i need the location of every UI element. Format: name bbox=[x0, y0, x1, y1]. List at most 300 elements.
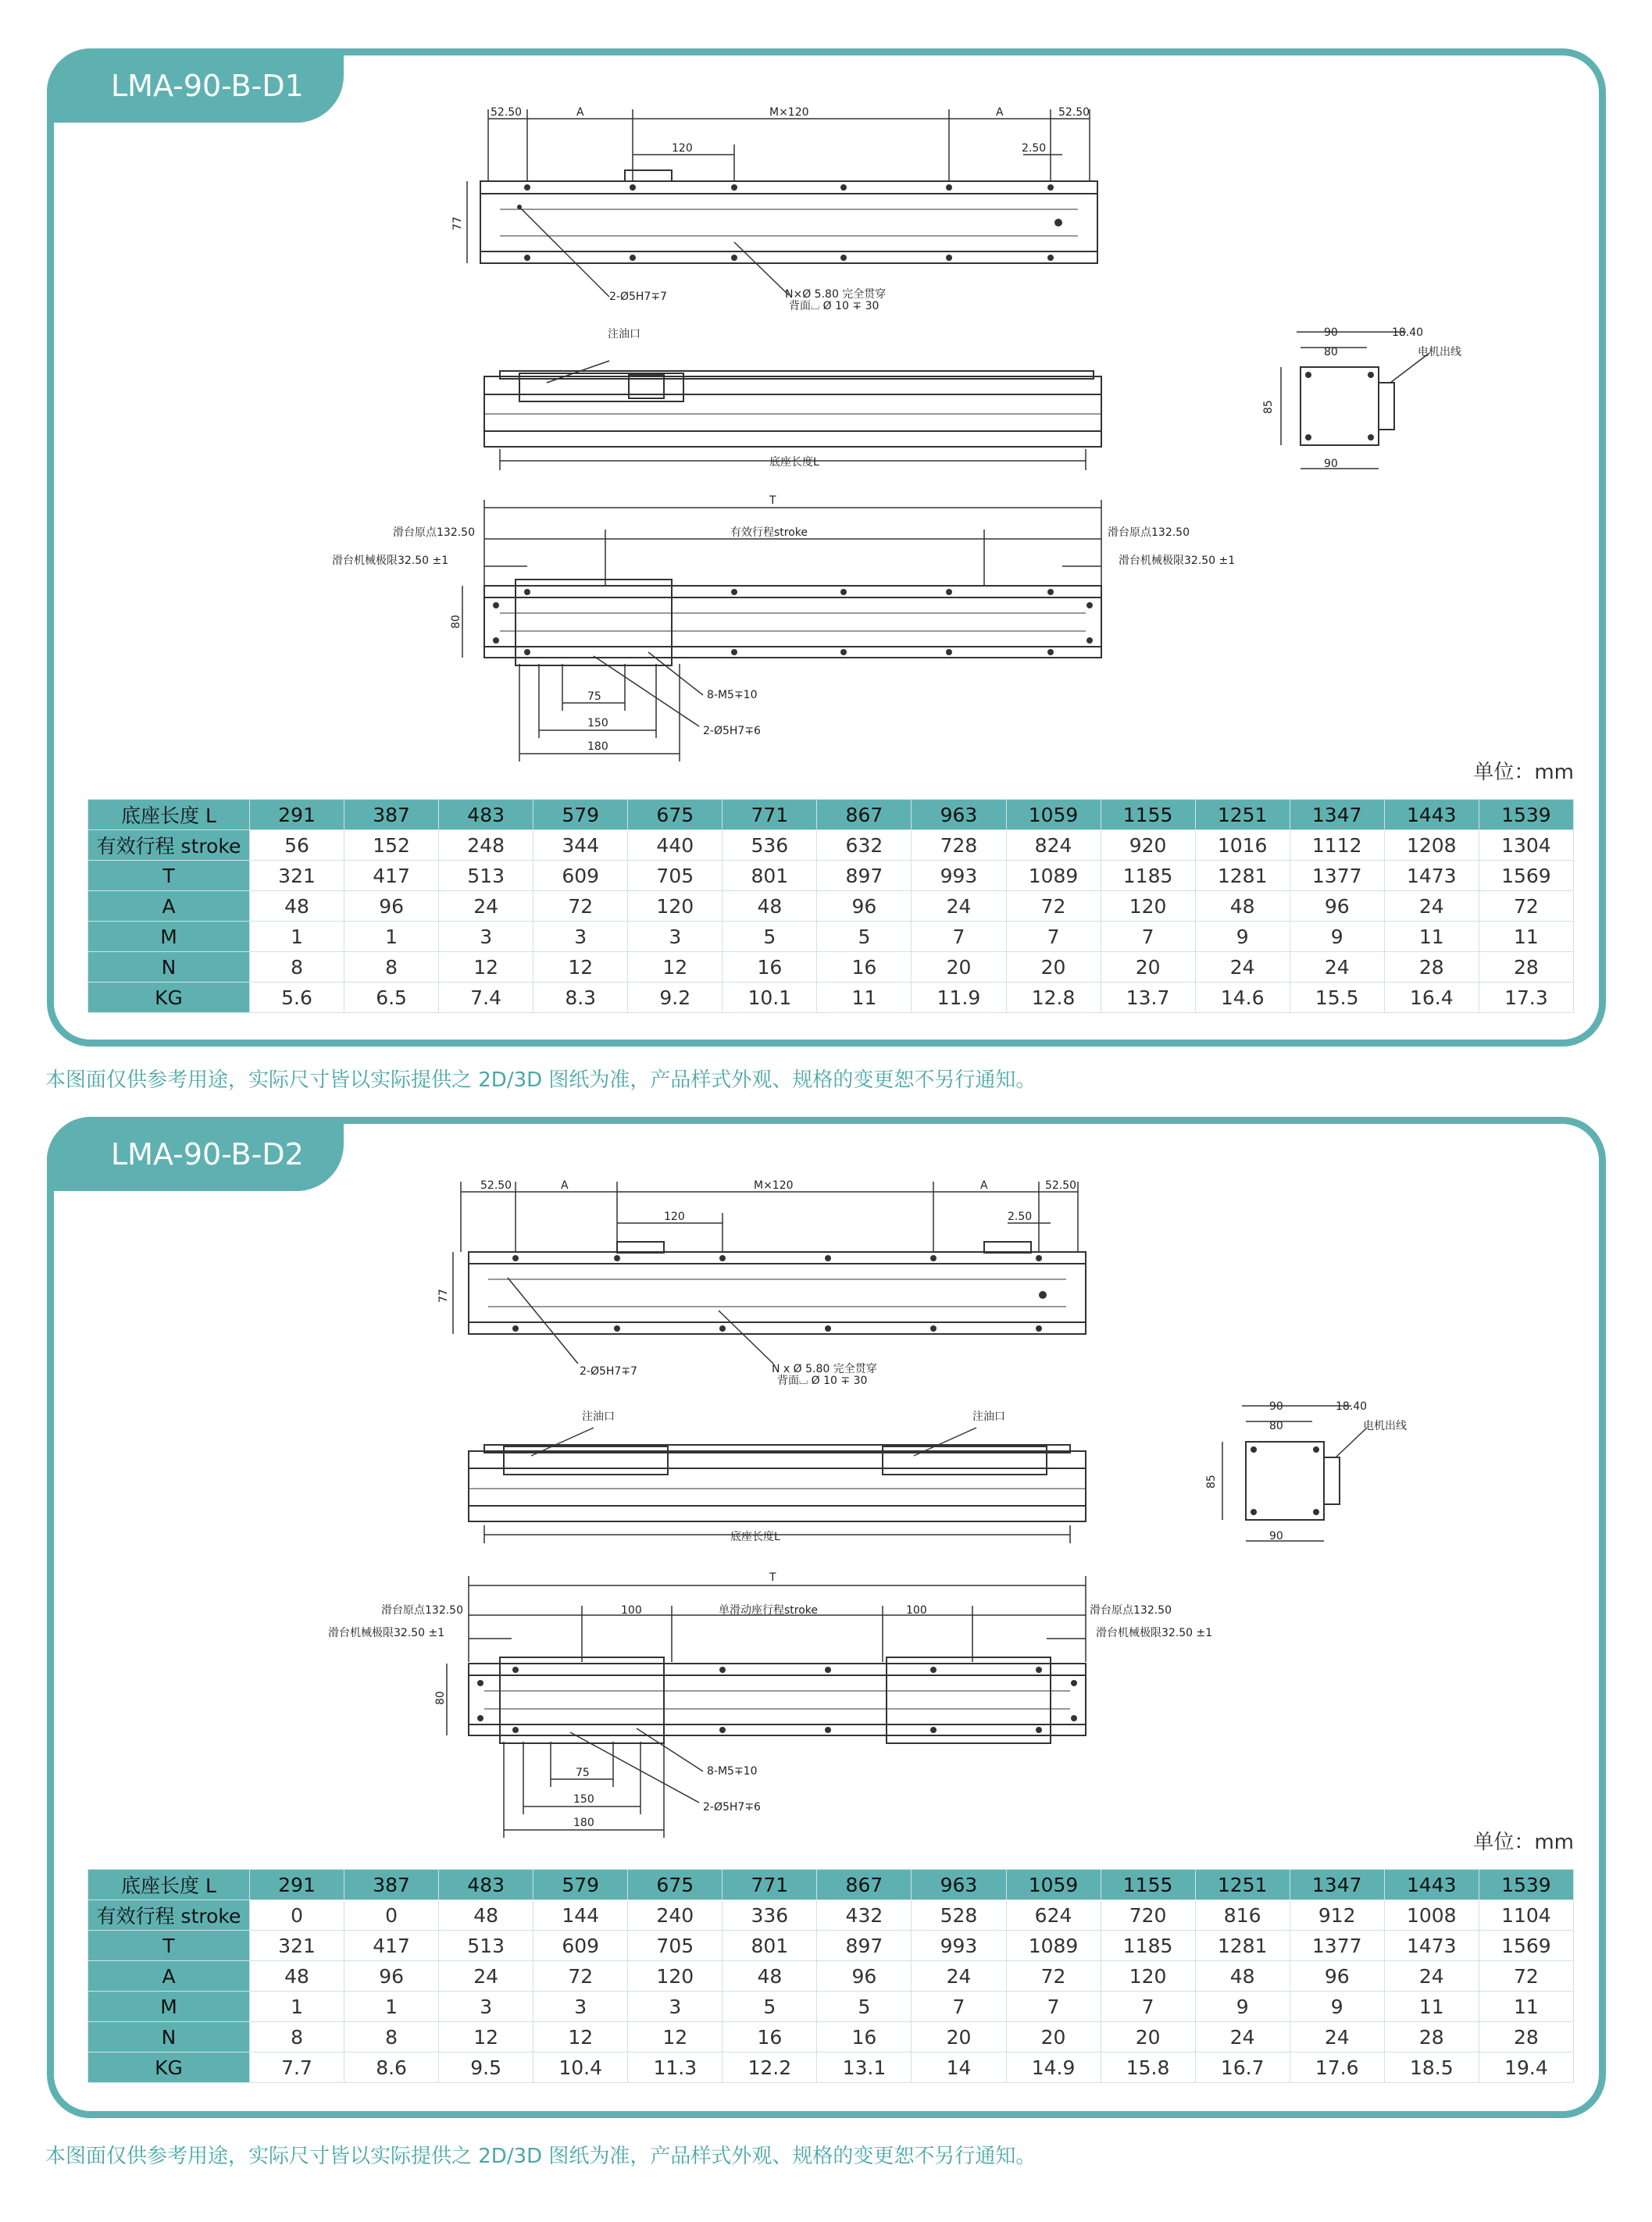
table-cell: 0 bbox=[250, 1900, 344, 1931]
table-cell: 9.5 bbox=[439, 2053, 533, 2083]
table-cell: 7 bbox=[1101, 922, 1195, 952]
table-header-row bbox=[88, 1870, 1574, 1900]
table-cell: 72 bbox=[1479, 1961, 1573, 1992]
side-dim-18-40: 18.40 bbox=[1392, 326, 1424, 339]
table-cell: 24 bbox=[1290, 2022, 1384, 2053]
oil-port-label: 注油口 bbox=[608, 328, 640, 341]
spec-table bbox=[87, 799, 1574, 1013]
table-cell: 528 bbox=[912, 1900, 1006, 1931]
header-cell: 1059 bbox=[1006, 1870, 1101, 1900]
table-cell: 8.3 bbox=[533, 983, 628, 1013]
dim-m: M×120 bbox=[754, 1179, 794, 1192]
table-cell: 56 bbox=[250, 830, 344, 861]
side-view-body bbox=[1301, 367, 1379, 445]
table-cell: 1377 bbox=[1290, 861, 1384, 891]
table-cell: 14.9 bbox=[1006, 2053, 1101, 2083]
table-cell: 1 bbox=[344, 1992, 439, 2022]
limit-right: 滑台机械极限32.50 ±1 bbox=[1096, 1627, 1213, 1639]
dim-2-50: 2.50 bbox=[1008, 1211, 1033, 1223]
header-cell: 291 bbox=[250, 800, 344, 830]
header-label: 底座长度 L bbox=[88, 1870, 250, 1900]
dim-77: 77 bbox=[437, 1289, 450, 1303]
table-row bbox=[88, 2053, 1574, 2083]
table-cell: 96 bbox=[344, 1961, 439, 1992]
table-cell: 1008 bbox=[1384, 1900, 1479, 1931]
header-cell: 1155 bbox=[1101, 800, 1195, 830]
row-label: 有效行程 stroke bbox=[88, 830, 250, 861]
dim-t: T bbox=[769, 1571, 776, 1584]
table-cell: 96 bbox=[1290, 1961, 1384, 1992]
table-cell: 3 bbox=[533, 922, 628, 952]
dim-a-right: A bbox=[996, 106, 1004, 119]
dim-a-left: A bbox=[561, 1179, 569, 1192]
dim-75: 75 bbox=[576, 1767, 590, 1779]
table-row bbox=[88, 1931, 1574, 1961]
table-cell: 3 bbox=[439, 1992, 533, 2022]
table-cell: 3 bbox=[628, 922, 723, 952]
dim-150: 150 bbox=[587, 717, 608, 729]
header-cell: 1251 bbox=[1195, 800, 1290, 830]
table-cell: 10.4 bbox=[533, 2053, 628, 2083]
table-cell: 1 bbox=[344, 922, 439, 952]
hole-callout-1: 2-Ø5H7∓7 bbox=[609, 291, 667, 303]
table-cell: 12 bbox=[533, 2022, 628, 2053]
side-dim-85: 85 bbox=[1205, 1475, 1218, 1489]
row-label: N bbox=[88, 2022, 250, 2053]
table-cell: 321 bbox=[250, 861, 344, 891]
dim-75: 75 bbox=[587, 690, 601, 703]
origin-left: 滑台原点132.50 bbox=[393, 526, 475, 539]
section-title: LMA-90-B-D2 bbox=[47, 1117, 344, 1191]
table-cell: 1185 bbox=[1101, 1931, 1195, 1961]
header-cell: 483 bbox=[439, 800, 533, 830]
table-cell: 72 bbox=[1479, 891, 1573, 922]
table-cell: 96 bbox=[344, 891, 439, 922]
technical-drawing bbox=[0, 1068, 1652, 1849]
table-cell: 144 bbox=[533, 1900, 628, 1931]
header-cell: 579 bbox=[533, 800, 628, 830]
table-cell: 12 bbox=[439, 952, 533, 983]
base-length-label: 底座长度L bbox=[730, 1531, 780, 1543]
table-cell: 1016 bbox=[1195, 830, 1290, 861]
table-cell: 897 bbox=[817, 861, 912, 891]
table-cell: 16 bbox=[817, 2022, 912, 2053]
table-cell: 11 bbox=[1384, 1992, 1479, 2022]
table-cell: 24 bbox=[1195, 2022, 1290, 2053]
table-cell: 48 bbox=[723, 891, 817, 922]
table-row bbox=[88, 983, 1574, 1013]
table-cell: 344 bbox=[533, 830, 628, 861]
table-cell: 10.1 bbox=[723, 983, 817, 1013]
table-cell: 96 bbox=[1290, 891, 1384, 922]
table-cell: 120 bbox=[1101, 891, 1195, 922]
table-cell: 8 bbox=[250, 952, 344, 983]
table-cell: 417 bbox=[344, 1931, 439, 1961]
table-cell: 17.3 bbox=[1479, 983, 1573, 1013]
header-cell: 387 bbox=[344, 800, 439, 830]
table-cell: 24 bbox=[439, 891, 533, 922]
table-cell: 440 bbox=[628, 830, 723, 861]
table-cell: 7 bbox=[1006, 922, 1101, 952]
header-cell: 1539 bbox=[1479, 1870, 1573, 1900]
hole-callout-1: 2-Ø5H7∓7 bbox=[580, 1365, 637, 1378]
table-cell: 11 bbox=[1479, 922, 1573, 952]
table-cell: 624 bbox=[1006, 1900, 1101, 1931]
table-body bbox=[88, 830, 1574, 1013]
header-cell: 771 bbox=[723, 800, 817, 830]
side-view-body bbox=[1246, 1442, 1324, 1520]
table-cell: 48 bbox=[439, 1900, 533, 1931]
table-cell: 20 bbox=[912, 952, 1006, 983]
header-cell: 387 bbox=[344, 1870, 439, 1900]
table-cell: 48 bbox=[250, 1961, 344, 1992]
motor-cable-label: 电机出线 bbox=[1418, 346, 1461, 358]
table-cell: 11 bbox=[1384, 922, 1479, 952]
stroke-label: 有效行程stroke bbox=[730, 526, 808, 539]
table-cell: 12 bbox=[628, 952, 723, 983]
header-cell: 963 bbox=[912, 1870, 1006, 1900]
disclaimer-note: 本图面仅供参考用途，实际尺寸皆以实际提供之 2D/3D 图纸为准，产品样式外观、规格的变更恕不另行通知。 bbox=[45, 1068, 1037, 1092]
header-cell: 867 bbox=[817, 800, 912, 830]
table-cell: 1 bbox=[250, 1992, 344, 2022]
table-cell: 8 bbox=[344, 2022, 439, 2053]
dim-80: 80 bbox=[434, 1691, 447, 1705]
table-cell: 20 bbox=[1101, 2022, 1195, 2053]
table-cell: 920 bbox=[1101, 830, 1195, 861]
table-cell: 20 bbox=[1006, 952, 1101, 983]
dim-150: 150 bbox=[573, 1793, 594, 1806]
table-cell: 705 bbox=[628, 1931, 723, 1961]
dim-180: 180 bbox=[573, 1817, 594, 1829]
table-cell: 5 bbox=[723, 1992, 817, 2022]
table-cell: 11.9 bbox=[912, 983, 1006, 1013]
table-cell: 48 bbox=[1195, 891, 1290, 922]
table-cell: 28 bbox=[1384, 2022, 1479, 2053]
hole-callout-2b: 背面⌴ Ø 10 ∓ 30 bbox=[789, 300, 880, 312]
table-cell: 11.3 bbox=[628, 2053, 723, 2083]
table-cell: 20 bbox=[912, 2022, 1006, 2053]
pin-callout: 2-Ø5H7∓6 bbox=[703, 1801, 761, 1814]
table-cell: 7 bbox=[1101, 1992, 1195, 2022]
header-cell: 579 bbox=[533, 1870, 628, 1900]
spec-table bbox=[87, 1869, 1574, 2083]
row-label: A bbox=[88, 891, 250, 922]
table-cell: 24 bbox=[1384, 1961, 1479, 1992]
table-cell: 801 bbox=[723, 1931, 817, 1961]
section-title: LMA-90-B-D1 bbox=[47, 48, 344, 123]
header-cell: 1443 bbox=[1384, 1870, 1479, 1900]
dim-a-right: A bbox=[980, 1179, 988, 1192]
table-cell: 16 bbox=[723, 2022, 817, 2053]
hole-callout-2a: N x Ø 5.80 完全贯穿 bbox=[772, 1363, 877, 1375]
table-cell: 18.5 bbox=[1384, 2053, 1479, 2083]
front-view-body bbox=[469, 1451, 1086, 1521]
table-cell: 536 bbox=[723, 830, 817, 861]
table-cell: 24 bbox=[439, 1961, 533, 1992]
table-cell: 120 bbox=[1101, 1961, 1195, 1992]
origin-right: 滑台原点132.50 bbox=[1090, 1604, 1172, 1617]
table-cell: 6.5 bbox=[344, 983, 439, 1013]
limit-left: 滑台机械极限32.50 ±1 bbox=[328, 1627, 445, 1639]
table-cell: 20 bbox=[1006, 2022, 1101, 2053]
technical-drawing bbox=[0, 0, 1652, 765]
table-row bbox=[88, 1900, 1574, 1931]
table-cell: 513 bbox=[439, 861, 533, 891]
side-dim-80: 80 bbox=[1324, 346, 1338, 358]
dim-t: T bbox=[769, 494, 776, 507]
table-cell: 72 bbox=[533, 891, 628, 922]
table-cell: 7 bbox=[912, 1992, 1006, 2022]
table-cell: 7 bbox=[1006, 1992, 1101, 2022]
table-cell: 48 bbox=[250, 891, 344, 922]
table-cell: 72 bbox=[1006, 891, 1101, 922]
table-cell: 12 bbox=[533, 952, 628, 983]
table-cell: 24 bbox=[912, 891, 1006, 922]
table-cell: 1089 bbox=[1006, 1931, 1101, 1961]
table-row bbox=[88, 1961, 1574, 1992]
header-cell: 1155 bbox=[1101, 1870, 1195, 1900]
table-cell: 1089 bbox=[1006, 861, 1101, 891]
table-cell: 24 bbox=[912, 1961, 1006, 1992]
row-label: M bbox=[88, 922, 250, 952]
header-label: 底座长度 L bbox=[88, 800, 250, 830]
m5-callout: 8-M5∓10 bbox=[707, 1765, 758, 1778]
header-cell: 1539 bbox=[1479, 800, 1573, 830]
table-cell: 48 bbox=[1195, 1961, 1290, 1992]
hole-callout-2a: N×Ø 5.80 完全贯穿 bbox=[785, 288, 887, 301]
table-cell: 28 bbox=[1384, 952, 1479, 983]
table-cell: 5 bbox=[817, 922, 912, 952]
origin-right: 滑台原点132.50 bbox=[1108, 526, 1190, 539]
table-cell: 8 bbox=[250, 2022, 344, 2053]
table-cell: 16.4 bbox=[1384, 983, 1479, 1013]
table-cell: 720 bbox=[1101, 1900, 1195, 1931]
table-cell: 1104 bbox=[1479, 1900, 1573, 1931]
hole-callout-2b: 背面⌴ Ø 10 ∓ 30 bbox=[777, 1375, 868, 1387]
table-cell: 14.6 bbox=[1195, 983, 1290, 1013]
header-cell: 963 bbox=[912, 800, 1006, 830]
unit-label: 单位：mm bbox=[1473, 761, 1574, 784]
side-dim-90-top: 90 bbox=[1324, 326, 1338, 339]
table-cell: 3 bbox=[533, 1992, 628, 2022]
table-cell: 13.1 bbox=[817, 2053, 912, 2083]
motor-cable-label: 电机出线 bbox=[1363, 1420, 1407, 1432]
header-cell: 1443 bbox=[1384, 800, 1479, 830]
table-cell: 12.8 bbox=[1006, 983, 1101, 1013]
row-label: M bbox=[88, 1992, 250, 2022]
table-cell: 1 bbox=[250, 922, 344, 952]
table-row bbox=[88, 922, 1574, 952]
dim-m: M×120 bbox=[769, 106, 809, 119]
table-cell: 7.7 bbox=[250, 2053, 344, 2083]
d100-left: 100 bbox=[621, 1604, 642, 1617]
table-cell: 120 bbox=[628, 1961, 723, 1992]
table-cell: 152 bbox=[344, 830, 439, 861]
dim-52-50-left: 52.50 bbox=[491, 106, 523, 119]
table-cell: 72 bbox=[533, 1961, 628, 1992]
table-cell: 1473 bbox=[1384, 1931, 1479, 1961]
section-d2 bbox=[0, 1068, 1652, 2146]
limit-right: 滑台机械极限32.50 ±1 bbox=[1119, 555, 1236, 567]
table-cell: 11 bbox=[1479, 1992, 1573, 2022]
table-cell: 11 bbox=[817, 983, 912, 1013]
table-cell: 12.2 bbox=[723, 2053, 817, 2083]
table-cell: 3 bbox=[628, 1992, 723, 2022]
table-cell: 1569 bbox=[1479, 861, 1573, 891]
table-cell: 432 bbox=[817, 1900, 912, 1931]
table-cell: 19.4 bbox=[1479, 2053, 1573, 2083]
table-cell: 16 bbox=[817, 952, 912, 983]
table-header-row bbox=[88, 800, 1574, 830]
unit-label: 单位：mm bbox=[1473, 1831, 1574, 1854]
table-cell: 13.7 bbox=[1101, 983, 1195, 1013]
side-dim-90-bottom: 90 bbox=[1269, 1530, 1283, 1543]
table-cell: 9 bbox=[1290, 922, 1384, 952]
table-cell: 609 bbox=[533, 861, 628, 891]
row-label: N bbox=[88, 952, 250, 983]
table-cell: 5 bbox=[817, 1992, 912, 2022]
table-cell: 16 bbox=[723, 952, 817, 983]
dim-2-50: 2.50 bbox=[1022, 142, 1047, 155]
table-cell: 1208 bbox=[1384, 830, 1479, 861]
table-cell: 801 bbox=[723, 861, 817, 891]
row-label: KG bbox=[88, 2053, 250, 2083]
table-cell: 321 bbox=[250, 1931, 344, 1961]
table-cell: 120 bbox=[628, 891, 723, 922]
table-cell: 240 bbox=[628, 1900, 723, 1931]
table-cell: 897 bbox=[817, 1931, 912, 1961]
table-cell: 12 bbox=[439, 2022, 533, 2053]
side-dim-90-bottom: 90 bbox=[1324, 458, 1338, 470]
table-row bbox=[88, 1992, 1574, 2022]
dim-52-50-right: 52.50 bbox=[1045, 1179, 1077, 1192]
table-cell: 9 bbox=[1195, 1992, 1290, 2022]
table-row bbox=[88, 2022, 1574, 2053]
table-cell: 1185 bbox=[1101, 861, 1195, 891]
row-label: T bbox=[88, 861, 250, 891]
table-cell: 0 bbox=[344, 1900, 439, 1931]
header-cell: 867 bbox=[817, 1870, 912, 1900]
table-cell: 417 bbox=[344, 861, 439, 891]
stroke-label: 单滑动座行程stroke bbox=[719, 1604, 819, 1617]
dim-a-left: A bbox=[576, 106, 584, 119]
dim-180: 180 bbox=[587, 740, 608, 753]
limit-left: 滑台机械极限32.50 ±1 bbox=[332, 555, 449, 567]
table-cell: 20 bbox=[1101, 952, 1195, 983]
table-cell: 1569 bbox=[1479, 1931, 1573, 1961]
table-row bbox=[88, 861, 1574, 891]
table-cell: 16.7 bbox=[1195, 2053, 1290, 2083]
table-cell: 8 bbox=[344, 952, 439, 983]
table-cell: 14 bbox=[912, 2053, 1006, 2083]
table-row bbox=[88, 830, 1574, 861]
table-cell: 1377 bbox=[1290, 1931, 1384, 1961]
table-cell: 728 bbox=[912, 830, 1006, 861]
header-cell: 675 bbox=[628, 800, 723, 830]
table-cell: 15.5 bbox=[1290, 983, 1384, 1013]
table-cell: 824 bbox=[1006, 830, 1101, 861]
table-cell: 28 bbox=[1479, 952, 1573, 983]
d100-right: 100 bbox=[906, 1604, 927, 1617]
table-cell: 1473 bbox=[1384, 861, 1479, 891]
table-body bbox=[88, 1900, 1574, 2083]
header-cell: 1251 bbox=[1195, 1870, 1290, 1900]
header-cell: 675 bbox=[628, 1870, 723, 1900]
table-cell: 816 bbox=[1195, 1900, 1290, 1931]
table-cell: 513 bbox=[439, 1931, 533, 1961]
table-cell: 1281 bbox=[1195, 1931, 1290, 1961]
table-cell: 9.2 bbox=[628, 983, 723, 1013]
dim-120: 120 bbox=[672, 142, 693, 155]
row-label: A bbox=[88, 1961, 250, 1992]
dim-77: 77 bbox=[451, 216, 464, 230]
dim-52-50-left: 52.50 bbox=[480, 1179, 512, 1192]
row-label: T bbox=[88, 1931, 250, 1961]
table-cell: 96 bbox=[817, 891, 912, 922]
table-cell: 1112 bbox=[1290, 830, 1384, 861]
table-cell: 24 bbox=[1384, 891, 1479, 922]
header-cell: 291 bbox=[250, 1870, 344, 1900]
table-cell: 9 bbox=[1195, 922, 1290, 952]
table-cell: 7 bbox=[912, 922, 1006, 952]
table-cell: 336 bbox=[723, 1900, 817, 1931]
table-cell: 96 bbox=[817, 1961, 912, 1992]
table-cell: 15.8 bbox=[1101, 2053, 1195, 2083]
table-cell: 24 bbox=[1195, 952, 1290, 983]
header-cell: 483 bbox=[439, 1870, 533, 1900]
table-cell: 5 bbox=[723, 922, 817, 952]
table-row bbox=[88, 891, 1574, 922]
table-cell: 7.4 bbox=[439, 983, 533, 1013]
dim-52-50-right: 52.50 bbox=[1058, 106, 1090, 119]
table-cell: 993 bbox=[912, 1931, 1006, 1961]
front-view-body bbox=[484, 376, 1101, 447]
row-label: KG bbox=[88, 983, 250, 1013]
table-cell: 72 bbox=[1006, 1961, 1101, 1992]
side-dim-85: 85 bbox=[1262, 400, 1275, 414]
table-cell: 609 bbox=[533, 1931, 628, 1961]
dim-80: 80 bbox=[450, 615, 462, 629]
table-cell: 17.6 bbox=[1290, 2053, 1384, 2083]
table-cell: 9 bbox=[1290, 1992, 1384, 2022]
table-cell: 993 bbox=[912, 861, 1006, 891]
oil-port-label-2: 注油口 bbox=[972, 1411, 1005, 1423]
table-row bbox=[88, 952, 1574, 983]
section-d1 bbox=[0, 0, 1652, 1078]
side-dim-90-top: 90 bbox=[1269, 1400, 1283, 1413]
side-dim-80: 80 bbox=[1269, 1420, 1283, 1432]
disclaimer-note: 本图面仅供参考用途，实际尺寸皆以实际提供之 2D/3D 图纸为准，产品样式外观、规格的变更恕不另行通知。 bbox=[45, 2145, 1037, 2168]
table-cell: 248 bbox=[439, 830, 533, 861]
dim-120: 120 bbox=[664, 1211, 685, 1223]
origin-left: 滑台原点132.50 bbox=[381, 1604, 463, 1617]
table-cell: 912 bbox=[1290, 1900, 1384, 1931]
table-cell: 12 bbox=[628, 2022, 723, 2053]
m5-callout: 8-M5∓10 bbox=[707, 689, 758, 701]
table-cell: 1304 bbox=[1479, 830, 1573, 861]
header-cell: 1347 bbox=[1290, 1870, 1384, 1900]
header-cell: 1347 bbox=[1290, 800, 1384, 830]
table-cell: 24 bbox=[1290, 952, 1384, 983]
table-cell: 28 bbox=[1479, 2022, 1573, 2053]
table-cell: 5.6 bbox=[250, 983, 344, 1013]
side-dim-18-40: 18.40 bbox=[1336, 1400, 1368, 1413]
pin-callout: 2-Ø5H7∓6 bbox=[703, 725, 761, 737]
oil-port-label: 注油口 bbox=[582, 1411, 615, 1423]
header-cell: 1059 bbox=[1006, 800, 1101, 830]
header-cell: 771 bbox=[723, 1870, 817, 1900]
table-cell: 3 bbox=[439, 922, 533, 952]
